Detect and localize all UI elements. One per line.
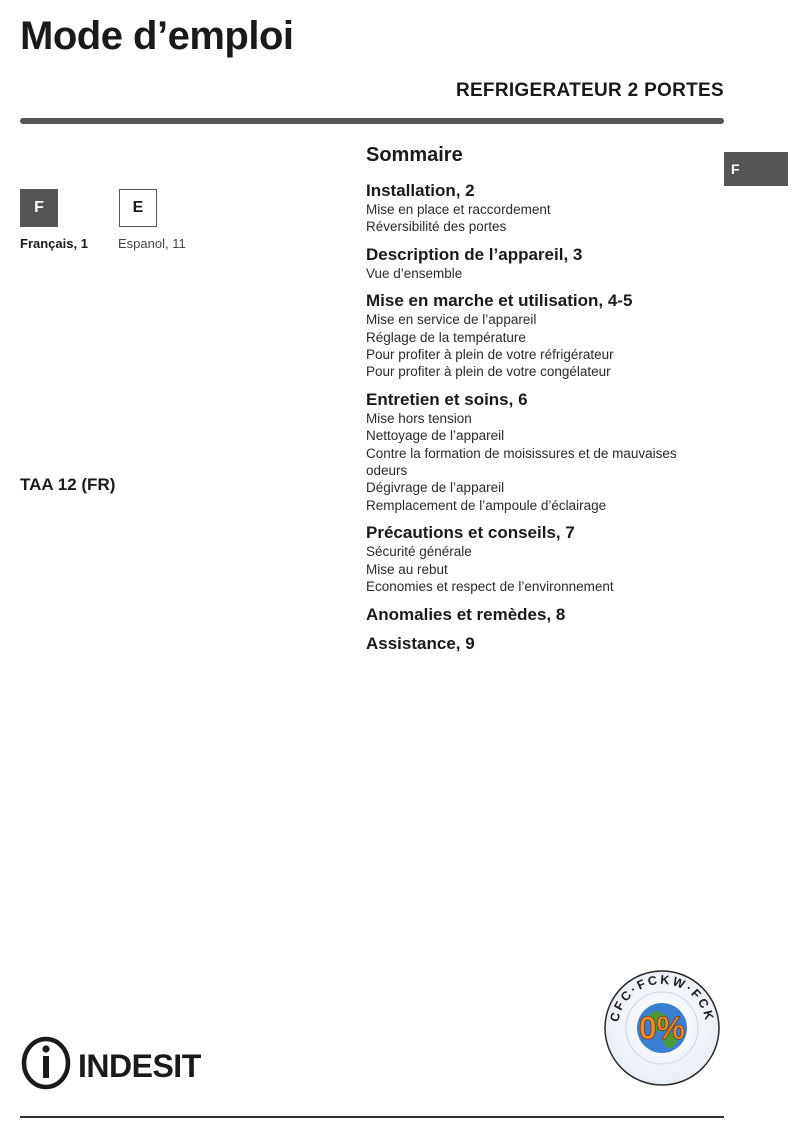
toc-heading: Sommaire [366,144,463,166]
indesit-logo [20,1036,230,1097]
toc-item: odeurs [366,463,408,479]
product-subtitle: REFRIGERATEUR 2 PORTES [455,80,724,101]
toc-section-title: Assistance, 9 [366,633,475,653]
toc-section [366,390,716,514]
seal-center-text: 0% [638,1010,686,1046]
cfc-free-seal [602,968,722,1095]
language-box-f: F [20,189,58,227]
toc-section [366,245,716,282]
toc-item-list [366,201,716,236]
toc-item: Remplacement de l’ampoule d’éclairage [366,497,607,513]
toc-item-list [366,410,716,514]
toc-section-title: Précautions et conseils, 7 [366,523,575,543]
toc-section [366,181,716,236]
toc-item: Pour profiter à plein de votre réfrigérateur [366,347,614,363]
language-box-e: E [119,189,157,227]
toc-item-list [366,311,716,381]
toc-item: Mise hors tension [366,410,472,426]
toc-section-title: Anomalies et remèdes, 8 [366,604,566,624]
toc-item: Dégivrage de l’appareil [366,480,505,496]
toc-section [366,605,716,625]
toc-item: Sécurité générale [366,544,472,560]
toc-sections [366,181,716,654]
toc-item: Mise en place et raccordement [366,202,551,217]
toc-item: Mise au rebut [366,561,448,577]
cfc-free-seal-icon [602,968,722,1090]
bottom-divider [20,1116,724,1118]
toc-section-title: Entretien et soins, 6 [366,389,528,409]
toc-item: Pour profiter à plein de votre congélateur [366,364,611,380]
toc-section-title: Installation, 2 [366,181,475,200]
toc-section-title: Description de l’appareil, 3 [366,244,583,264]
toc-item: Réversibilité des portes [366,219,507,235]
language-side-tab: F [724,152,788,186]
language-label-francais: Français, 1 [20,236,88,251]
toc-item-list [366,543,716,595]
toc-item-list [366,265,716,282]
brand-logo-text: INDESIT [78,1048,201,1084]
top-divider [20,118,724,124]
toc-section [366,291,716,381]
toc-item: Réglage de la température [366,329,526,345]
toc-item: Vue d’ensemble [366,265,463,281]
toc-item: Contre la formation de moisissures et de mauvaises [366,445,677,461]
page-title: Mode d’emploi [20,14,294,58]
toc-item: Economies et respect de l’environnement [366,579,614,595]
toc-section-title: Mise en marche et utilisation, 4-5 [366,291,633,311]
language-label-espanol: Espanol, 11 [118,236,186,251]
indesit-logo-icon [20,1036,230,1092]
toc-section [366,523,716,595]
model-number: TAA 12 (FR) [20,475,116,494]
toc-section [366,634,716,654]
toc-item: Mise en service de l’appareil [366,312,537,328]
table-of-contents [366,144,716,663]
seal-ring-text: CFC·FCKW·FCK [607,972,717,1024]
toc-item: Nettoyage de l’appareil [366,428,505,444]
